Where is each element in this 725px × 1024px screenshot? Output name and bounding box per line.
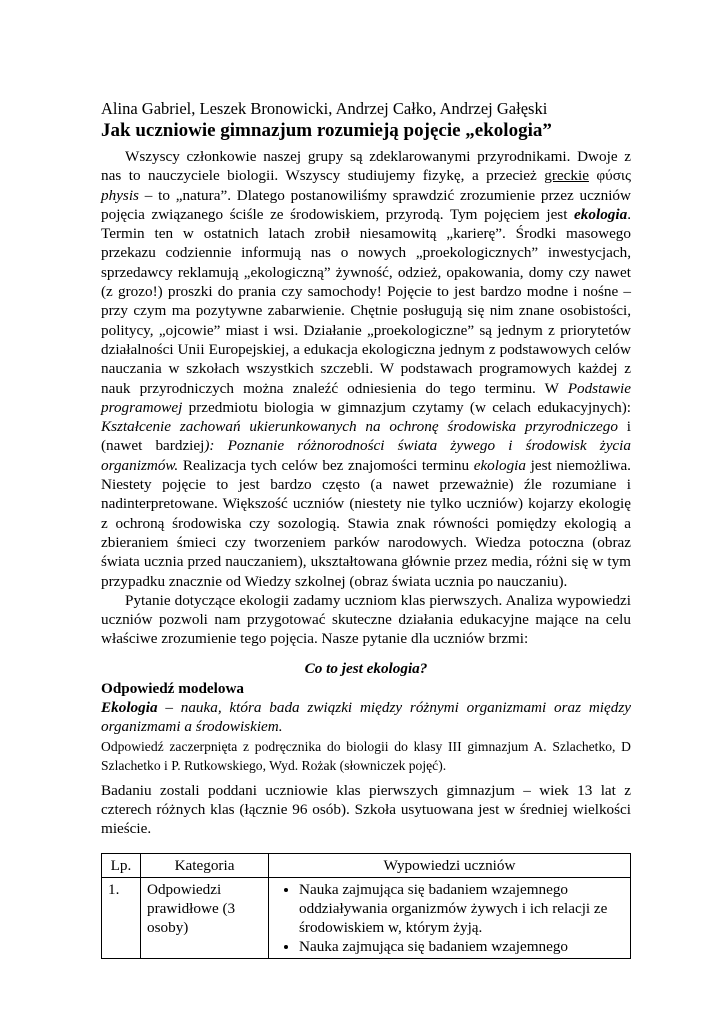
text-run: Wszyscy członkowie naszej grupy są zdeklarowanymi przyrodnikami. Dwoje z nas to nauczyciele biologii. Wszyscy studiujemy fizykę, a przecież — [101, 148, 631, 185]
question-heading: Co to jest ekologia? — [304, 659, 428, 677]
greckie-word: greckie — [544, 167, 589, 185]
document-title: Jak uczniowie gimnazjum rozumieją pojęcie „ekologia” — [101, 120, 552, 141]
model-answer-heading: Odpowiedź modelowa — [101, 679, 245, 697]
table-row — [102, 877, 631, 958]
text-run: φύσις — [588, 167, 631, 185]
text-run: jest niemożliwa. Niestety pojęcie to jest bardzo często (a nawet przeważnie) źle rozumiane i nadinterpretowane. Większość uczniów (niestety nie tylko uczniów) kojarzy ekologię z ochroną środowiska czy sozologią. Stawia znak równości pomiędzy ekologią a zbieraniem śmieci czy tworzeniem parków narodowych. Wiedza potoczna (obraz świata ucznia przed nauczaniem), ukształtowana głównie przez media, różni się w tym przypadku znacznie od Wiedzy szkolnej (obraz świata ucznia po nauczaniu). — [101, 456, 631, 590]
goal-2: ): Poznanie różnorodności świata żywego i środowisk życia organizmów. — [101, 437, 631, 474]
text-run: przedmiotu biologia w gimnazjum czytamy (w celach edukacyjnych): — [182, 398, 631, 416]
source-note: Odpowiedź zaczerpnięta z podręcznika do biologii do klasy III gimnazjum A. Szlachetko, D Szlachetko i P. Rutkowskiego, Wyd. Rożak (słowniczek pojęć). — [101, 738, 631, 773]
text-run: i (nawet bardziej — [101, 418, 631, 455]
authors-line: Alina Gabriel, Leszek Bronowicki, Andrzej Całko, Andrzej Gałęski — [101, 99, 548, 118]
list-item: • Nauka zajmująca się badaniem wzajemnego oddziaływania organizmów żywych i ich relacji ze środowiskiem w, którym żyją. — [299, 880, 624, 937]
row-answers — [269, 877, 631, 958]
ekologia-term: ekologia — [574, 205, 628, 223]
physis-word: physis — [101, 186, 139, 204]
list-item: • Nauka zajmująca się badaniem wzajemnego — [299, 937, 624, 956]
goal-1: Kształcenie zachowań ukierunkowanych na ochronę środowiska przyrodniczego — [101, 418, 618, 436]
model-answer — [101, 698, 631, 737]
header-lp: Lp. — [102, 853, 141, 877]
results-table — [101, 853, 631, 959]
text-run: Realizacja tych celów bez znajomości terminu — [178, 456, 474, 474]
model-term: Ekologia — [101, 699, 158, 717]
document-page — [101, 98, 631, 959]
intro-paragraph — [101, 147, 631, 591]
ekologia-italic: ekologia — [473, 456, 526, 474]
question-intro-paragraph: Pytanie dotyczące ekologii zadamy uczniom klas pierwszych. Analiza wypowiedzi uczniów pozwoli nam przygotować skuteczne działania edukacyjne mające na celu właściwe zrozumienie tego pojęcia. Nasze pytanie dla uczniów brzmi: — [101, 591, 631, 648]
table-header-row — [102, 853, 631, 877]
row-lp: 1. — [102, 877, 141, 958]
header-category: Kategoria — [141, 853, 269, 877]
model-definition: – nauka, która bada związki między różnymi organizmami oraz między organizmami a środowiskiem. — [101, 699, 631, 736]
row-category: Odpowiedzi prawidłowe (3 osoby) — [141, 877, 269, 958]
study-info: Badaniu zostali poddani uczniowie klas pierwszych gimnazjum – wiek 13 lat z czterech różnych klas (łącznie 96 osób). Szkoła usytuowana jest w średniej wielkości mieście. — [101, 781, 631, 838]
podstawa-programowa: Podstawie programowej — [101, 379, 631, 416]
answers-list — [275, 880, 624, 956]
text-run: . Termin ten w ostatnich latach zrobił niesamowitą „karierę”. Środki masowego przekazu codziennie informują nas o nowych „proekologicznych” inwestycjach, sprzedawcy reklamują „ekologiczną” żywność, odzież, opakowania, domy czy nawet (z grozo!) proszki do prania czy samochody! Pojęcie to jest bardzo modne i nośne – przy czym ma pozytywne zabarwienie. Chętnie posługują się nim znane osobistości, politycy, „ojcowie” miast i wsi. Działanie „proekologiczne” są jednym z priorytetów działalności Unii Europejskiej, a edukacja ekologiczna jednym z podstawowych celów nauczania w szkołach wszystkich szczebli. W podstawach programowych każdej z nauk przyrodniczych można znaleźć odniesienia do tego terminu. W — [101, 205, 631, 397]
text-run: – to „natura”. Dlatego postanowiliśmy sprawdzić zrozumienie przez uczniów pojęcia związanego ściśle ze środowiskiem, przyrodą. Tym pojęciem jest — [101, 186, 631, 223]
header-answers: Wypowiedzi uczniów — [269, 853, 631, 877]
